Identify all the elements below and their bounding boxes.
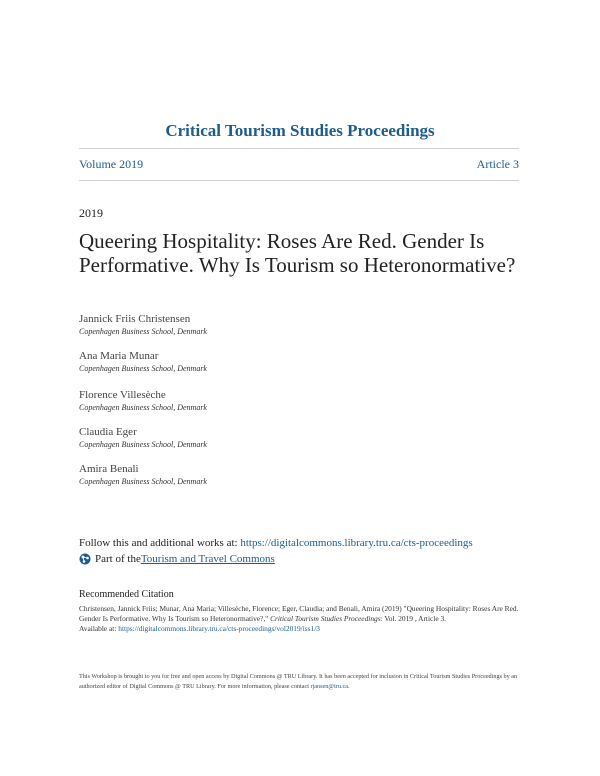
top-divider	[79, 148, 519, 149]
bottom-divider	[79, 180, 519, 181]
article-url-link[interactable]: https://digitalcommons.library.tru.ca/cts-proceedings/vol2019/iss1/3	[118, 624, 320, 633]
volume-link[interactable]: Volume 2019	[79, 157, 144, 171]
citation-authors-title: Christensen, Jannick Friis; Munar, Ana Maria; Villesèche, Florence; Eger, Claudia; and Benali, Amira (2019) "Queering Hospitality: Roses Are Red. Gender Is Performative. Why Is Tourism so Heteronormative?,"	[79, 604, 519, 623]
journal-title[interactable]: Critical Tourism Studies Proceedings	[165, 121, 435, 140]
article-title: Queering Hospitality: Roses Are Red. Gender Is Performative. Why Is Tourism so Heteronormative?	[79, 229, 516, 277]
author-name: Claudia Eger	[79, 426, 137, 438]
network-icon	[79, 553, 91, 565]
available-label: Available at:	[79, 624, 119, 633]
author-affiliation: Copenhagen Business School, Denmark	[79, 440, 207, 449]
author-name: Florence Villesèche	[79, 389, 166, 401]
part-of-text: Part of the	[95, 553, 141, 565]
footer-notice	[79, 672, 521, 692]
citation-volume: : Vol. 2019 , Article 3.	[380, 614, 447, 623]
citation-text	[79, 604, 521, 634]
footer-end: .	[347, 683, 350, 690]
author-name: Amira Benali	[79, 463, 139, 475]
commons-link[interactable]: Tourism and Travel Commons	[140, 553, 275, 565]
author-affiliation: Copenhagen Business School, Denmark	[79, 364, 207, 373]
footer-text: This Workshop is brought to you for free and open access by Digital Commons @ TRU Library. It has been accepted for inclusion in Critical Tourism Studies Proceedings by an authorized editor of Digital Commons @ TRU Library. For more information, please contact	[79, 673, 518, 690]
author-affiliation: Copenhagen Business School, Denmark	[79, 477, 207, 486]
author-affiliation: Copenhagen Business School, Denmark	[79, 403, 207, 412]
volume-line	[79, 157, 519, 172]
recommended-citation-heading: Recommended Citation	[79, 589, 174, 600]
citation-journal: Critical Tourism Studies Proceedings	[270, 614, 381, 623]
follow-text: Follow this and additional works at:	[79, 537, 241, 549]
author-name: Jannick Friis Christensen	[79, 313, 191, 325]
collection-link[interactable]: https://digitalcommons.library.tru.ca/cts-proceedings	[240, 537, 473, 549]
contact-email-link[interactable]: rjansen@tru.ca	[310, 683, 348, 690]
article-number-link[interactable]: Article 3	[476, 157, 519, 171]
part-of-line	[79, 553, 275, 565]
author-name: Ana Maria Munar	[79, 350, 159, 362]
publication-year: 2019	[79, 206, 103, 220]
author-affiliation: Copenhagen Business School, Denmark	[79, 327, 207, 336]
follow-line	[79, 537, 473, 549]
